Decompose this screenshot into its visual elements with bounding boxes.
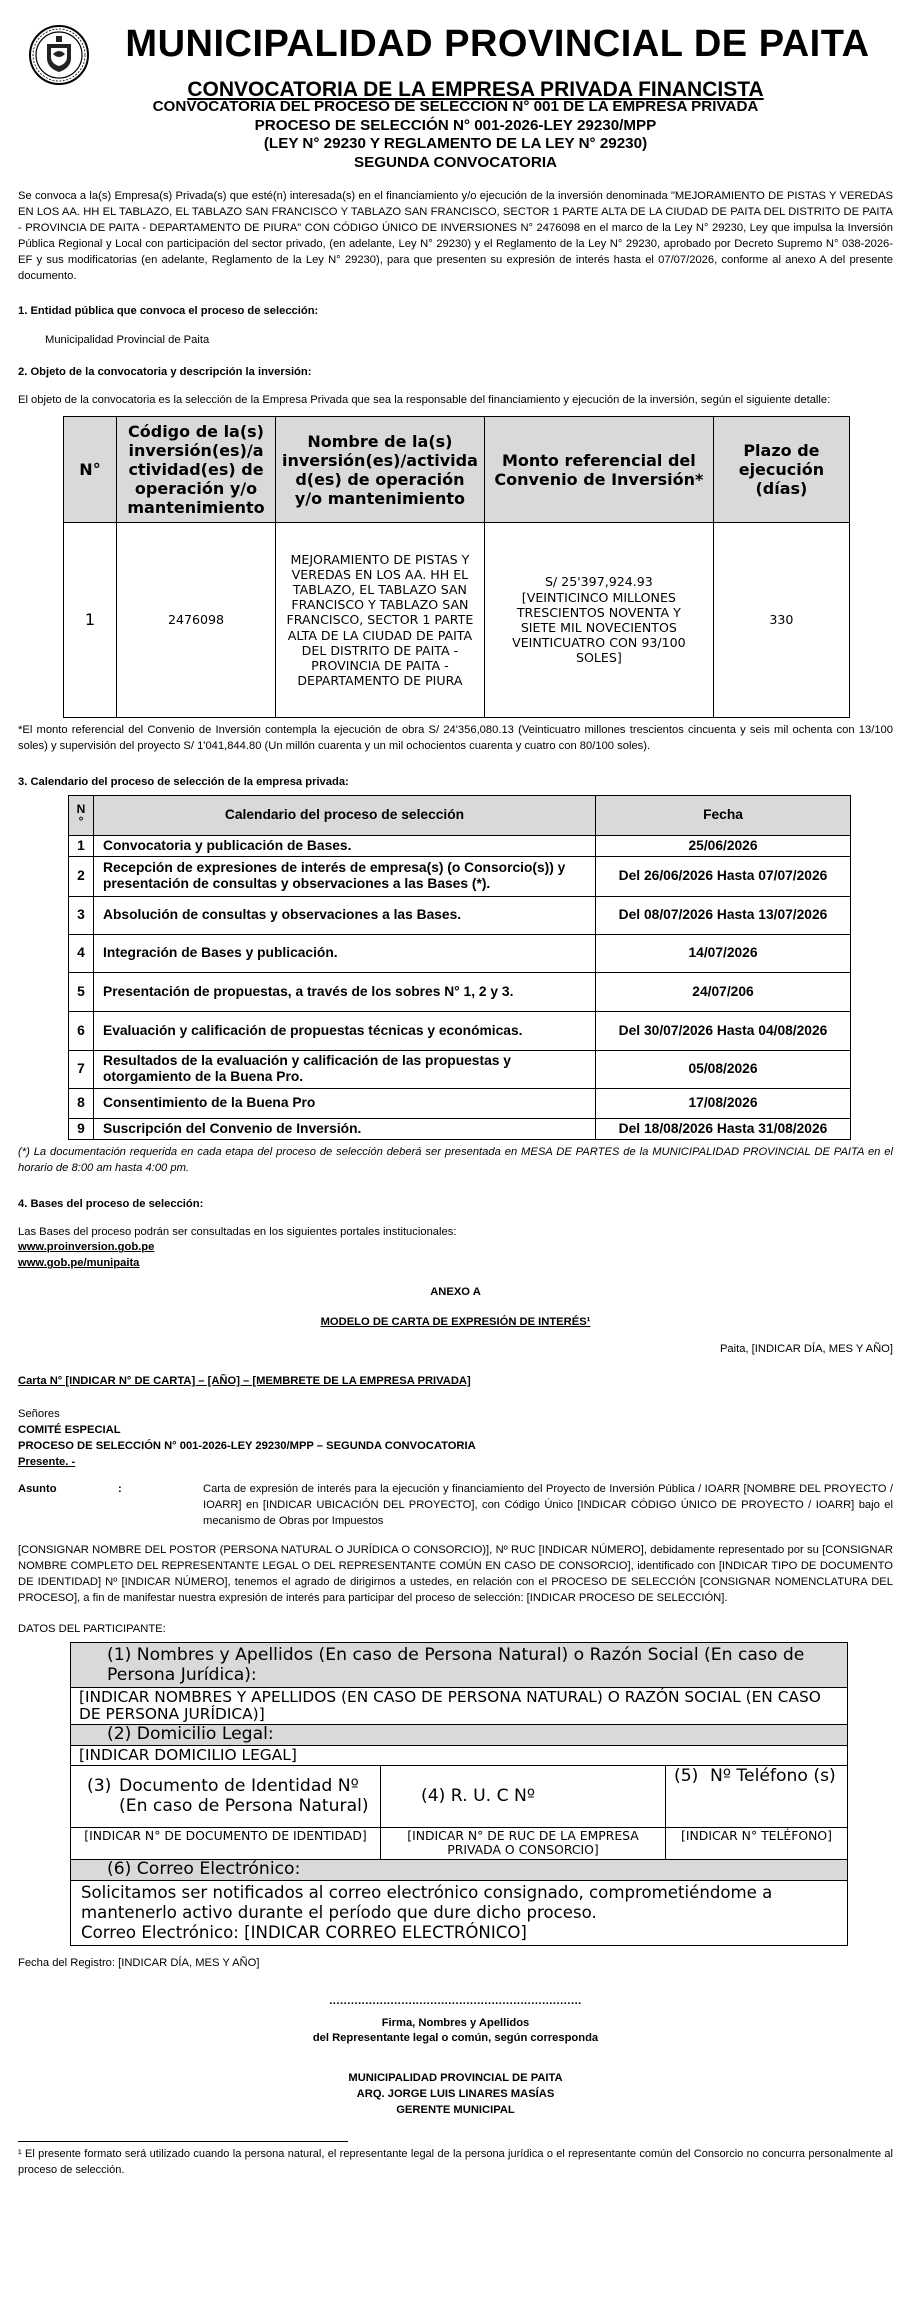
link-munipaita[interactable]: www.gob.pe/munipaita (18, 1257, 140, 1270)
table-cell: Evaluación y calificación de propuestas técnicas y económicas. (94, 1011, 596, 1050)
table-row (69, 835, 851, 856)
field-phone-number: (5) (674, 1765, 699, 1786)
subject-block (18, 1482, 893, 1530)
municipal-seal-icon (28, 24, 90, 86)
signature-line: ...................................................................... (329, 1994, 582, 2007)
letter-body: [CONSIGNAR NOMBRE DEL POSTOR (PERSONA NATURAL O JURÍDICA O CONSORCIO)], Nº RUC [INDICAR NÚMERO], debidamente representado por su [CONSIGNAR NOMBRE COMPLETO DEL REPRESENTANTE LEGAL O DEL REPRESENTANTE COMÚN EN CASO DE CONSORCIO], identificado con [INDICAR TIPO DE DOCUMENTO DE IDENTIDAD] Nº [INDICAR NÚMERO], tenemos el agrado de dirigirnos a ustedes, en relación con el PROCESO DE SELECCIÓN [CONSIGNAR NOMENCLATURA DEL PROCESO], a fin de manifestar nuestra expresión de interés para participar del proceso de selección: [INDICAR PROCESO DE SELECCIÓN]. (18, 1544, 893, 1604)
section-4-heading: 4. Bases del proceso de selección: (18, 1197, 204, 1210)
registration-date: Fecha del Registro: [INDICAR DÍA, MES Y AÑO] (18, 1956, 260, 1969)
table-cell: Del 30/07/2026 Hasta 04/08/2026 (596, 1011, 851, 1050)
table-row (69, 1011, 851, 1050)
table-cell: Del 18/08/2026 Hasta 31/08/2026 (596, 1118, 851, 1139)
section-2-heading: 2. Objeto de la convocatoria y descripción la inversión: (18, 366, 312, 379)
anexo-title: ANEXO A (430, 1286, 481, 1299)
field-name-value: [INDICAR NOMBRES Y APELLIDOS (EN CASO DE PERSONA NATURAL) O RAZÓN SOCIAL (EN CASO DE PERSONA JURÍDICA)] (71, 1687, 848, 1724)
field-address-label: (2) Domicilio Legal: (71, 1724, 848, 1745)
table-row (69, 1118, 851, 1139)
table-cell: Convocatoria y publicación de Bases. (94, 835, 596, 856)
schedule-table (68, 795, 851, 1140)
table-cell: Del 26/06/2026 Hasta 07/07/2026 (596, 856, 851, 896)
table-row (69, 896, 851, 934)
table-row (69, 934, 851, 972)
email-commitment-text: Solicitamos ser notificados al correo electrónico consignado, comprometiéndome a mantenerlo activo durante el período que dure dicho proceso. (81, 1882, 773, 1922)
field-email-value (71, 1880, 848, 1945)
table-cell: 1 (69, 835, 94, 856)
footnote-divider (18, 2141, 348, 2142)
section-1-heading: 1. Entidad pública que convoca el proceso de selección: (18, 305, 319, 318)
table-cell: 25/06/2026 (596, 835, 851, 856)
table-row (69, 1050, 851, 1088)
field-phone-label (666, 1765, 848, 1827)
field-id-value: [INDICAR N° DE DOCUMENTO DE IDENTIDAD] (71, 1827, 381, 1859)
table-header: Plazo de ejecución (días) (713, 417, 849, 523)
field-phone-text: Nº Teléfono (s) (710, 1765, 836, 1786)
table-cell: S/ 25'397,924.93 [VEINTICINCO MILLONES TRESCIENTOS NOVENTA Y SIETE MIL NOVECIENTOS VEINTICUATRO CON 93/100 SOLES] (484, 523, 713, 718)
official-title: GERENTE MUNICIPAL (396, 2104, 515, 2117)
table-header: N° (64, 417, 117, 523)
process-reference: PROCESO DE SELECCIÓN N° 001-2026-LEY 29230/MPP – SEGUNDA CONVOCATORIA (18, 1439, 476, 1452)
section-4-body: Las Bases del proceso podrán ser consultadas en los siguientes portales institucionales: (18, 1225, 457, 1238)
masthead (18, 0, 893, 101)
table-cell: Absolución de consultas y observaciones a las Bases. (94, 896, 596, 934)
table-cell: 1 (64, 523, 117, 718)
document-subtitle: CONVOCATORIA DE LA EMPRESA PRIVADA FINANCISTA (187, 78, 764, 101)
field-id-label (71, 1765, 381, 1827)
section-3-heading: 3. Calendario del proceso de selección de la empresa privada: (18, 775, 349, 788)
subject-label: Asunto (18, 1483, 57, 1496)
convocatoria-line: PROCESO DE SELECCIÓN N° 001-2026-LEY 29230/MPP (254, 116, 657, 134)
amount-footnote: *El monto referencial del Convenio de Inversión contempla la ejecución de obra S/ 24'356,080.13 (Veinticuatro millones trescientos cincuenta y seis mil ochenta con 13/100 soles) y supervisión del proyecto S/ 1'041,844.80 (Un millón cuarenta y un mil ochocientos cuarenta y cuatro con 80/100 soles). (18, 724, 893, 752)
table-cell: 2 (69, 856, 94, 896)
participant-data-label: DATOS DEL PARTICIPANTE: (18, 1622, 166, 1635)
table-cell: 6 (69, 1011, 94, 1050)
participant-table (70, 1642, 848, 1946)
table-cell: 9 (69, 1118, 94, 1139)
field-phone-value: [INDICAR N° TELÉFONO] (666, 1827, 848, 1859)
anexo-subtitle: MODELO DE CARTA DE EXPRESIÓN DE INTERÉS¹ (320, 1316, 591, 1329)
table-row (69, 1088, 851, 1118)
convocatoria-line: CONVOCATORIA DEL PROCESO DE SELECCIÓN N° 001 DE LA EMPRESA PRIVADA (152, 98, 759, 115)
subject-colon: : (118, 1483, 122, 1496)
table-cell: 7 (69, 1050, 94, 1088)
place-date: Paita, [INDICAR DÍA, MES Y AÑO] (719, 1343, 893, 1356)
table-row (69, 856, 851, 896)
table-cell: 3 (69, 896, 94, 934)
field-id-number: (3) (87, 1776, 112, 1797)
table-row (64, 523, 850, 718)
official-entity: MUNICIPALIDAD PROVINCIAL DE PAITA (348, 2072, 563, 2085)
section-2-body: El objeto de la convocatoria es la selección de la Empresa Privada que sea la responsable del financiamiento y ejecución de la inversión, según el siguiente detalle: (18, 394, 831, 407)
table-header: N ° (69, 795, 94, 835)
signature-block (18, 1994, 893, 2048)
intro-paragraph: Se convoca a la(s) Empresa(s) Privada(s) que esté(n) interesada(s) en el financiamiento y/o ejecución de la inversión denominada "MEJORAMIENTO DE PISTAS Y VEREDAS EN LOS AA. HH EL TABLAZO, EL TABLAZO SAN FRANCISCO Y TABLAZO SAN FRANCISCO, SECTOR 1 PARTE ALTA DE LA CIUDAD DE PAITA DEL DISTRITO DE PAITA - PROVINCIA DE PAITA - DEPARTAMENTO DE PIURA" CON CÓDIGO ÚNICO DE INVERSIONES N° 2476098 en el marco de la Ley N° 29230, Ley que impulsa la Inversión Pública Regional y Local con participación del sector privado, (en adelante, Ley N° 29230) y el Reglamento de la Ley N° 29230, aprobado por Decreto Supremo N° 038-2026-EF y sus modificatorias (en adelante, Reglamento de la Ley N° 29230), para que presenten su expresión de interés hasta el 07/07/2026, conforme al anexo A del presente documento. (18, 190, 893, 282)
email-value-text: Correo Electrónico: [INDICAR CORREO ELECTRÓNICO] (81, 1922, 527, 1942)
table-cell: Presentación de propuestas, a través de los sobres N° 1, 2 y 3. (94, 972, 596, 1011)
table-cell: 05/08/2026 (596, 1050, 851, 1088)
signature-caption-1: Firma, Nombres y Apellidos (381, 2016, 530, 2029)
official-signature (18, 2071, 893, 2119)
table-cell: Integración de Bases y publicación. (94, 934, 596, 972)
salutation: Señores (18, 1407, 60, 1420)
table-cell: MEJORAMIENTO DE PISTAS Y VEREDAS EN LOS AA. HH EL TABLAZO, EL TABLAZO SAN FRANCISCO Y TABLAZO SAN FRANCISCO, SECTOR 1 PARTE ALTA DE LA CIUDAD DE PAITA DEL DISTRITO DE PAITA - PROVINCIA DE PAITA - DEPARTAMENTO DE PIURA (276, 523, 485, 718)
table-header: Monto referencial del Convenio de Inversión* (484, 417, 713, 523)
table-cell: 8 (69, 1088, 94, 1118)
convocatoria-line: SEGUNDA CONVOCATORIA (353, 153, 558, 171)
table-cell: 2476098 (117, 523, 276, 718)
field-id-text: Documento de Identidad Nº (En caso de Persona Natural) (119, 1776, 369, 1817)
table-header: Código de la(s) inversión(es)/a ctividad(es) de operación y/o mantenimiento (117, 417, 276, 523)
section-1-body: Municipalidad Provincial de Paita (45, 334, 210, 347)
document-title: MUNICIPALIDAD PROVINCIAL DE PAITA (125, 23, 870, 65)
page-footnote: ¹ El presente formato será utilizado cuando la persona natural, el representante legal de la persona jurídica o el representante común del Consorcio no concurra personalmente al proceso de selección. (18, 2148, 893, 2176)
table-cell: 5 (69, 972, 94, 1011)
field-ruc-label: (4) R. U. C Nº (381, 1765, 666, 1827)
table-cell: Consentimiento de la Buena Pro (94, 1088, 596, 1118)
letter-number: Carta N° [INDICAR N° DE CARTA] – [AÑO] – [MEMBRETE DE LA EMPRESA PRIVADA] (18, 1374, 471, 1387)
official-name: ARQ. JORGE LUIS LINARES MASÍAS (356, 2088, 555, 2101)
convocatoria-line: (LEY N° 29230 Y REGLAMENTO DE LA LEY N° 29230) (263, 135, 648, 152)
committee: COMITÉ ESPECIAL (18, 1423, 121, 1436)
link-proinversion[interactable]: www.proinversion.gob.pe (18, 1241, 155, 1254)
table-cell: Del 08/07/2026 Hasta 13/07/2026 (596, 896, 851, 934)
schedule-note: (*) La documentación requerida en cada etapa del proceso de selección deberá ser presentada en MESA DE PARTES de la MUNICIPALIDAD PROVINCIAL DE PAITA en el horario de 8:00 am hasta 4:00 pm. (18, 1145, 893, 1174)
table-cell: 17/08/2026 (596, 1088, 851, 1118)
presente-label: Presente. - (18, 1455, 76, 1468)
table-row (69, 972, 851, 1011)
table-cell: Recepción de expresiones de interés de empresa(s) (o Consorcio(s)) y presentación de consultas y observaciones a las Bases (*). (94, 856, 596, 896)
table-cell: 4 (69, 934, 94, 972)
field-name-label: (1) Nombres y Apellidos (En caso de Persona Natural) o Razón Social (En caso de Persona Jurídica): (71, 1642, 848, 1687)
table-cell: Resultados de la evaluación y calificación de las propuestas y otorgamiento de la Buena Pro. (94, 1050, 596, 1088)
table-cell: 24/07/206 (596, 972, 851, 1011)
table-header: Calendario del proceso de selección (94, 795, 596, 835)
table-cell: Suscripción del Convenio de Inversión. (94, 1118, 596, 1139)
table-header: Fecha (596, 795, 851, 835)
field-email-label: (6) Correo Electrónico: (71, 1859, 848, 1880)
table-cell: 14/07/2026 (596, 934, 851, 972)
subject-text: Carta de expresión de interés para la ejecución y financiamiento del Proyecto de Inversión Pública / IOARR [NOMBRE DEL PROYECTO / IOARR] en [INDICAR UBICACIÓN DEL PROYECTO], con Código Único [INDICAR CÓDIGO ÚNICO DE PROYECTO / IOARR] bajo el mecanismo de Obras por Impuestos (203, 1483, 893, 1528)
table-header: Nombre de la(s) inversión(es)/activida d(es) de operación y/o mantenimiento (276, 417, 485, 523)
convocatoria-heading (18, 98, 893, 172)
field-address-value: [INDICAR DOMICILIO LEGAL] (71, 1745, 848, 1765)
signature-caption-2: del Representante legal o común, según corresponda (312, 2032, 599, 2045)
table-cell: 330 (713, 523, 849, 718)
investment-table (63, 416, 850, 718)
field-ruc-value: [INDICAR N° DE RUC DE LA EMPRESA PRIVADA O CONSORCIO] (381, 1827, 666, 1859)
